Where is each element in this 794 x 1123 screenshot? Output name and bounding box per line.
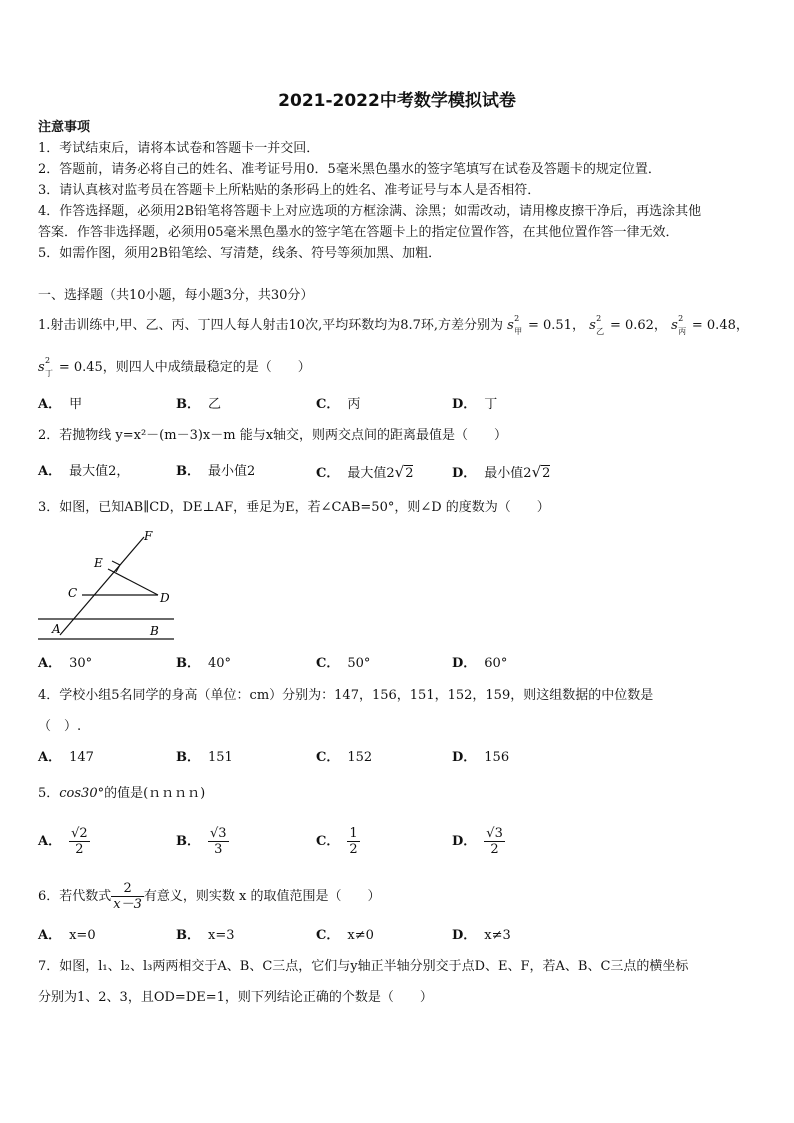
variance-yi: s 2 乙 — [589, 314, 605, 336]
variance-yi-value: = 0.62 — [609, 318, 654, 333]
page-title: 2021-2022中考数学模拟试卷 — [278, 91, 516, 111]
label-b: B — [150, 624, 159, 638]
question-4-cont: （ ）. — [38, 719, 82, 734]
cos-expression: cos30° — [59, 786, 105, 801]
question-1-text: 1.射击训练中,甲、乙、丙、丁四人每人射击10次,平均环数均为8.7环,方差分别为 — [38, 318, 504, 333]
label-d: D — [160, 591, 170, 605]
notice-item: 5．如需作图，须用2B铅笔绘、写清楚，线条、符号等须加黑、加粗． — [38, 246, 442, 261]
variance-jia-value: = 0.51 — [527, 318, 572, 333]
q6-option-b[interactable]: B． x=3 — [176, 928, 235, 943]
question-1 — [38, 314, 749, 336]
notice-item: 答案．作答非选择题，必须用05毫米黑色墨水的签字笔在答题卡上的指定位置作答，在其他位置作答一律无效． — [38, 225, 679, 240]
notice-item: 1．考试结束后，请将本试卷和答题卡一并交回． — [38, 141, 320, 156]
label-c: C — [68, 586, 78, 600]
q4-option-a[interactable]: A． 147 — [38, 750, 94, 765]
q4-option-b[interactable]: B． 151 — [176, 750, 233, 765]
question-5: 5．cos30°的值是(ｎｎｎｎ) — [38, 786, 206, 801]
label-e: E — [94, 556, 103, 570]
comma: ， — [735, 318, 749, 333]
question-1-text-b: ，则四人中成绩最稳定的是（ ） — [102, 360, 311, 375]
variance-ding-value: = 0.45 — [58, 360, 103, 375]
q6-option-d[interactable]: D． x≠3 — [452, 928, 511, 943]
q2-option-a[interactable]: A． 最大值2， — [38, 464, 130, 479]
q1-option-c[interactable]: C． 丙 — [316, 397, 361, 412]
label-f: F — [144, 529, 153, 543]
question-1-cont — [38, 356, 311, 378]
question-7: 7．如图，l₁、l₂、l₃两两相交于A、B、C三点，它们与y轴正半轴分别交于点D、E、F，若A、B、C三点的横坐标 — [38, 959, 689, 974]
variance-ding: s 2 丁 — [38, 356, 53, 378]
variance-bing: s 2 丙 — [671, 314, 687, 336]
q3-option-d[interactable]: D． 60° — [452, 656, 508, 671]
q4-option-c[interactable]: C． 152 — [316, 750, 373, 765]
q5-option-a[interactable]: A． $\frac{√2}{2}$ — [38, 826, 88, 857]
label-a: A — [52, 622, 61, 636]
q4-option-d[interactable]: D． 156 — [452, 750, 510, 765]
q1-option-a[interactable]: A． 甲 — [38, 397, 83, 412]
q1-option-b[interactable]: B． 乙 — [176, 397, 222, 412]
notice-item: 3．请认真核对监考员在答题卡上所粘贴的条形码上的姓名、准考证号与本人是否相符． — [38, 183, 541, 198]
q5-option-b[interactable]: B． $\frac{√3}{3}$ — [176, 826, 227, 857]
q3-option-a[interactable]: A． 30° — [38, 656, 93, 671]
comma: ， — [653, 318, 667, 333]
q6-option-c[interactable]: C． x≠0 — [316, 928, 374, 943]
q5-option-d[interactable]: D． $\frac{√3}{2}$ — [452, 826, 503, 857]
question-2: 2．若抛物线 y=x²－(m－3)x－m 能与x轴交，则两交点间的距离最值是（ ） — [38, 428, 508, 443]
question-7-cont: 分别为1、2、3，且OD=DE=1，则下列结论正确的个数是（ ） — [38, 990, 433, 1005]
notice-item: 2．答题前，请务必将自己的姓名、准考证号用0．5毫米黑色墨水的签字笔填写在试卷及答题卡的规定位置． — [38, 162, 661, 177]
q2-option-b[interactable]: B． 最小值2 — [176, 464, 256, 479]
q3-option-c[interactable]: C． 50° — [316, 656, 371, 671]
q2-option-d[interactable]: D． 最小值2√2 — [452, 463, 551, 481]
q3-option-b[interactable]: B． 40° — [176, 656, 232, 671]
comma: ， — [571, 318, 585, 333]
question-4: 4．学校小组5名同学的身高（单位：cm）分别为：147，156，151，152，159，则这组数据的中位数是 — [38, 688, 654, 703]
section-heading: 一、选择题（共10小题，每小题3分，共30分） — [38, 288, 314, 303]
notice-heading: 注意事项 — [38, 120, 91, 135]
variance-jia: s 2 甲 — [507, 314, 523, 336]
q6-option-a[interactable]: A． x=0 — [38, 928, 96, 943]
notice-item: 4．作答选择题，必须用2B铅笔将答题卡上对应选项的方框涂满、涂黑；如需改动，请用橡皮擦干净后，再选涂其他 — [38, 204, 702, 219]
question-3: 3．如图，已知AB∥CD，DE⊥AF，垂足为E，若∠CAB=50°，则∠D 的度数为（ ） — [38, 500, 550, 515]
geometry-figure — [36, 527, 176, 642]
q1-option-d[interactable]: D． 丁 — [452, 397, 498, 412]
q5-option-c[interactable]: C． $\frac{1}{2}$ — [316, 826, 358, 857]
question-6: 6．若代数式 $\frac{2}{x-3}$ 有意义，则实数 x 的取值范围是（ ） — [38, 881, 381, 912]
q2-option-c[interactable]: C． 最大值2√2 — [316, 463, 414, 481]
variance-bing-value: = 0.48 — [691, 318, 736, 333]
